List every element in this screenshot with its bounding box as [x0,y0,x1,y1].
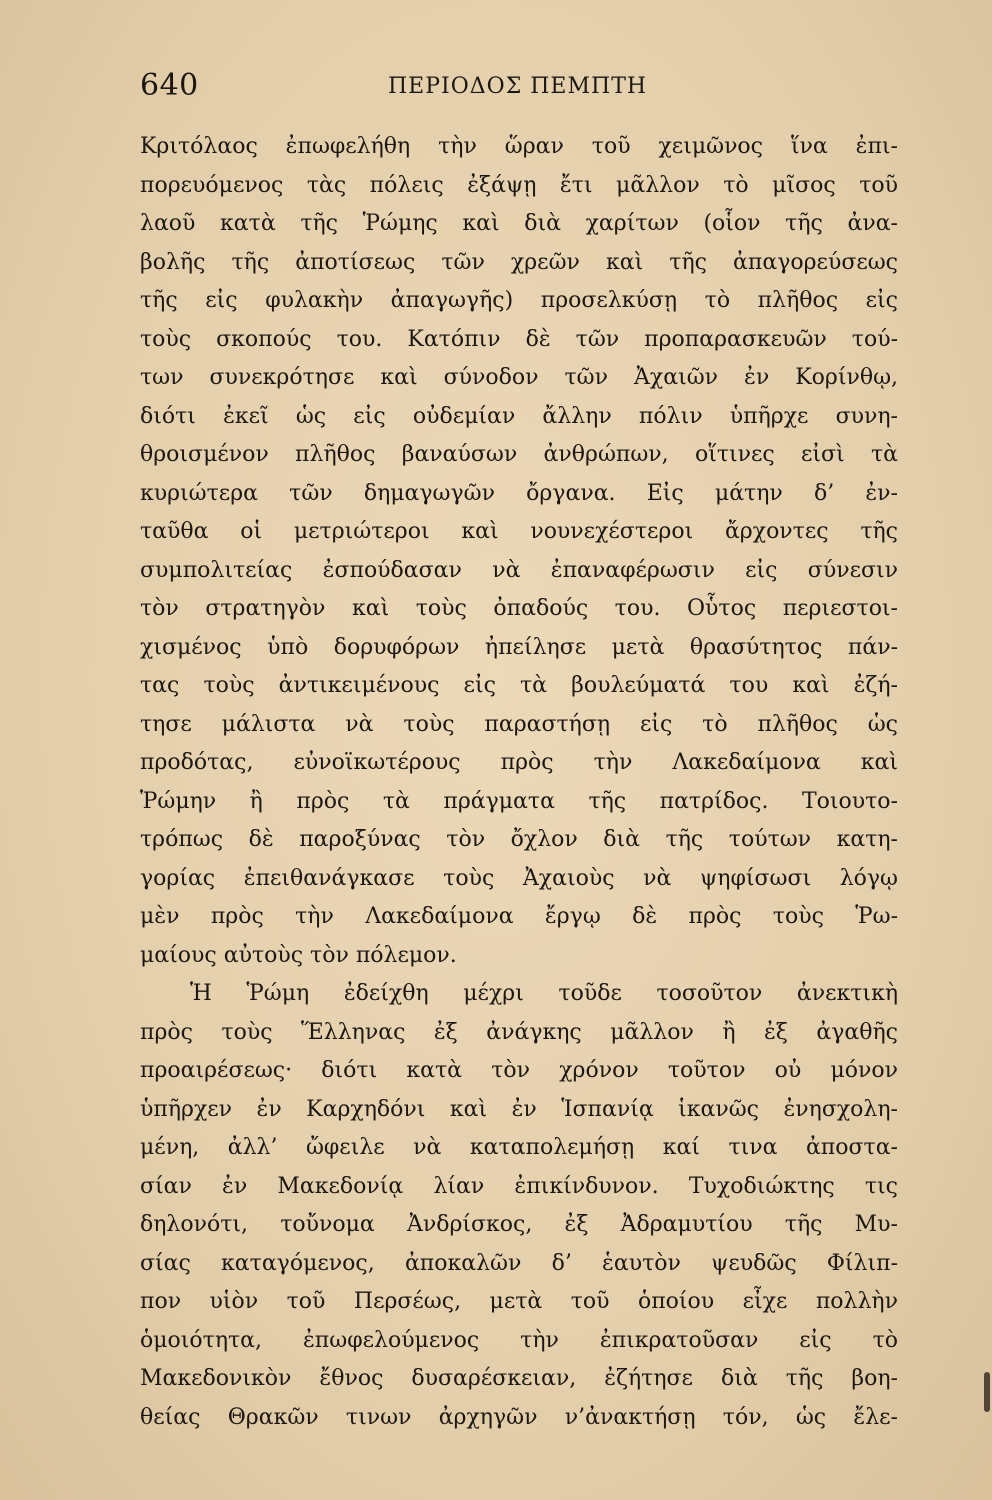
text-line: των συνεκρότησε καὶ σύνοδον τῶν Ἀχαιῶν ἐν Κορίνθῳ, [140,365,898,390]
text-line: τας τοὺς ἀντικειμένους εἰς τὰ βουλεύματά του καὶ ἐζή- [140,673,898,698]
text-line: γορίας ἐπειθανάγκασε τοὺς Ἀχαιοὺς νὰ ψηφίσωσι λόγῳ [140,865,898,891]
paragraph-start-line: Ἡ Ῥώμη ἐδείχθη μέχρι τοῦδε τοσοῦτον ἀνεκτικὴ [190,981,898,1006]
text-line: τρόπως δὲ παροξύνας τὸν ὄχλον διὰ τῆς τούτων κατη- [140,827,898,852]
text-line: βολῆς τῆς ἀποτίσεως τῶν χρεῶν καὶ τῆς ἀπαγορεύσεως [140,249,898,275]
page-header [140,68,900,108]
text-line: λαοῦ κατὰ τῆς Ῥώμης καὶ διὰ χαρίτων (οἷον τῆς ἀνα- [140,211,898,236]
text-line: ὁμοιότητα, ἐπωφελούμενος τὴν ἐπικρατοῦσαν εἰς τὸ [140,1327,898,1353]
text-line: τὸν στρατηγὸν καὶ τοὺς ὀπαδούς του. Οὗτος περιεστοι- [140,596,898,621]
text-line: Μακεδονικὸν ἔθνος δυσαρέσκειαν, ἐζήτησε διὰ τῆς βοη- [140,1366,898,1391]
page-edge-mark [984,1372,990,1412]
text-line: θροισμένον πλῆθος βαναύσων ἀνθρώπων, οἵτινες εἰσὶ τὰ [140,442,898,467]
text-line: τησε μάλιστα νὰ τοὺς παραστήσῃ εἰς τὸ πλῆθος ὡς [140,711,898,737]
text-line: θείας Θρακῶν τινων ἀρχηγῶν ν’ἀνακτήσῃ τόν, ὡς ἔλε- [140,1404,898,1430]
text-line: χισμένος ὑπὸ δορυφόρων ἠπείλησε μετὰ θρασύτητος πάν- [140,634,898,660]
text-line: προδότας, εὐνοϊκωτέρους πρὸς τὴν Λακεδαίμονα καὶ [140,750,898,775]
text-line: μένη, ἀλλ’ ὤφειλε νὰ καταπολεμήσῃ καί τινα ἀποστα- [140,1135,898,1160]
page-number: 640 [140,68,199,103]
body-text [140,128,898,1437]
text-line: συμπολιτείας ἐσπούδασαν νὰ ἐπαναφέρωσιν εἰς σύνεσιν [140,557,898,583]
text-line: μὲν πρὸς τὴν Λακεδαίμονα ἔργῳ δὲ πρὸς τοὺς Ῥω- [140,904,898,929]
text-line: Κριτόλαος ἐπωφελήθη τὴν ὥραν τοῦ χειμῶνος ἵνα ἐπι- [140,134,898,159]
text-line: ὑπῆρχεν ἐν Καρχηδόνι καὶ ἐν Ἱσπανίᾳ ἱκανῶς ἐνησχολη- [140,1096,898,1122]
text-line: κυριώτερα τῶν δημαγωγῶν ὄργανα. Εἰς μάτην δ’ ἐν- [140,480,898,506]
text-line: προαιρέσεως· διότι κατὰ τὸν χρόνον τοῦτον οὐ μόνον [140,1058,898,1083]
text-line: πρὸς τοὺς Ἕλληνας ἐξ ἀνάγκης μᾶλλον ἢ ἐξ ἀγαθῆς [140,1019,898,1045]
running-head: ΠΕΡΙΟΔΟΣ ΠΕΜΠΤΗ [388,74,648,99]
text-line: ταῦθα οἱ μετριώτεροι καὶ νουνεχέστεροι ἄρχοντες τῆς [140,519,898,544]
paragraph-end-line: μαίους αὐτοὺς τὸν πόλεμον. [140,942,457,968]
text-line: πορευόμενος τὰς πόλεις ἐξάψῃ ἔτι μᾶλλον τὸ μῖσος τοῦ [140,172,898,198]
text-line: σίας καταγόμενος, ἀποκαλῶν δ’ ἑαυτὸν ψευδῶς Φίλιπ- [140,1250,898,1276]
text-line: διότι ἐκεῖ ὡς εἰς οὐδεμίαν ἄλλην πόλιν ὑπῆρχε συνη- [140,403,898,429]
text-line: δηλονότι, τοὔνομα Ἀνδρίσκος, ἐξ Ἀδραμυτίου τῆς Μυ- [140,1212,898,1237]
text-line: Ῥώμην ἢ πρὸς τὰ πράγματα τῆς πατρίδος. Τοιουτο- [140,788,898,814]
text-line: πον υἱὸν τοῦ Περσέως, μετὰ τοῦ ὁποίου εἶχε πολλὴν [140,1289,898,1314]
text-line: τῆς εἰς φυλακὴν ἀπαγωγῆς) προσελκύσῃ τὸ πλῆθος εἰς [140,288,898,313]
text-line: τοὺς σκοπούς του. Κατόπιν δὲ τῶν προπαρασκευῶν τού- [140,326,898,352]
text-line: σίαν ἐν Μακεδονίᾳ λίαν ἐπικίνδυνον. Τυχοδιώκτης τις [140,1173,898,1199]
